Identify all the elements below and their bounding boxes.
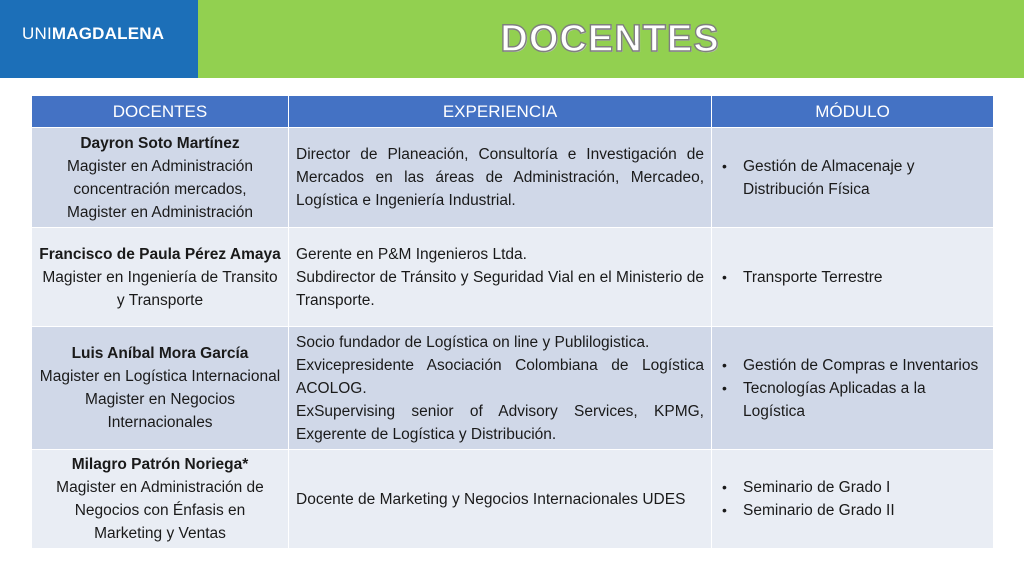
- module-label: Seminario de Grado I: [743, 479, 891, 496]
- bullet-icon: •: [722, 479, 727, 495]
- module-cell: [712, 450, 994, 549]
- docente-cell: [32, 228, 289, 327]
- experience-line: Socio fundador de Logística on line y Publilogistica.: [296, 333, 650, 351]
- experience-line: ExSupervising senior of Advisory Services, KPMG, Exgerente de Logística y Distribución.: [296, 402, 704, 443]
- logo-text-light: UNI: [22, 24, 52, 43]
- table-header-row: [32, 96, 994, 128]
- module-item: [719, 266, 986, 289]
- docente-degree: Magister en Negocios Internacionales: [85, 391, 235, 431]
- logo-text: [22, 24, 164, 44]
- experience-line: Docente de Marketing y Negocios Internacionales UDES: [296, 490, 686, 508]
- bullet-icon: •: [722, 268, 727, 285]
- docente-degree: Magister en Administración de Negocios con Énfasis en Marketing y Ventas: [56, 479, 264, 542]
- module-list: [719, 476, 986, 522]
- experience-line: Director de Planeación, Consultoría e Investigación de Mercados en las áreas de Administración, Mercadeo, Logística e Ingeniería Industrial.: [296, 146, 704, 209]
- column-header-modulo: MÓDULO: [712, 96, 994, 128]
- module-cell: [712, 128, 994, 228]
- module-label: Tecnologías Aplicadas a la Logística: [743, 379, 926, 420]
- docente-cell: [32, 327, 289, 450]
- table-row: [32, 327, 994, 450]
- bullet-icon: •: [722, 157, 727, 174]
- docente-degree: Magister en Logística Internacional: [39, 368, 281, 385]
- page-title: DOCENTES: [500, 18, 720, 60]
- module-item: [719, 354, 986, 377]
- table-row: [32, 228, 994, 327]
- module-label: Seminario de Grado II: [743, 502, 895, 519]
- experience-cell: [289, 327, 712, 450]
- module-label: Gestión de Almacenaje y Distribución Física: [743, 157, 915, 198]
- column-header-docentes: DOCENTES: [32, 96, 289, 128]
- module-item: [719, 155, 986, 201]
- logo: [0, 0, 198, 78]
- module-cell: [712, 327, 994, 450]
- module-item: [719, 377, 986, 423]
- module-list: [719, 155, 986, 201]
- bullet-icon: •: [722, 502, 727, 518]
- docente-cell: [32, 450, 289, 549]
- module-cell: [712, 228, 994, 327]
- experience-line: Gerente en P&M Ingenieros Ltda.: [296, 245, 527, 263]
- docente-name: Luis Aníbal Mora García: [71, 345, 249, 362]
- experience-cell: [289, 228, 712, 327]
- docente-name: Milagro Patrón Noriega*: [71, 456, 249, 473]
- experience-line: Exvicepresidente Asociación Colombiana de Logística ACOLOG.: [296, 356, 704, 397]
- bullet-icon: •: [722, 356, 727, 373]
- docentes-table: [31, 95, 994, 549]
- table-row: [32, 128, 994, 228]
- docente-degree: Magister en Ingeniería de Transito y Transporte: [42, 268, 278, 309]
- module-item: [719, 476, 986, 499]
- experience-cell: [289, 450, 712, 549]
- column-header-experiencia: EXPERIENCIA: [289, 96, 712, 128]
- module-list: [719, 354, 986, 423]
- docente-name: Dayron Soto Martínez: [80, 134, 240, 152]
- table-row: [32, 450, 994, 549]
- module-item: [719, 499, 986, 522]
- docente-cell: [32, 128, 289, 228]
- experience-cell: [289, 128, 712, 228]
- experience-line: Subdirector de Tránsito y Seguridad Vial en el Ministerio de Transporte.: [296, 268, 704, 309]
- module-list: [719, 266, 986, 289]
- docente-name: Francisco de Paula Pérez Amaya: [39, 245, 281, 263]
- docente-degree: Magister en Administración concentración mercados,: [66, 157, 254, 198]
- module-label: Gestión de Compras e Inventarios: [743, 356, 979, 374]
- docente-degree: Magister en Administración: [66, 203, 254, 221]
- bullet-icon: •: [722, 379, 727, 396]
- module-label: Transporte Terrestre: [743, 268, 883, 286]
- logo-text-bold: MAGDALENA: [51, 24, 165, 43]
